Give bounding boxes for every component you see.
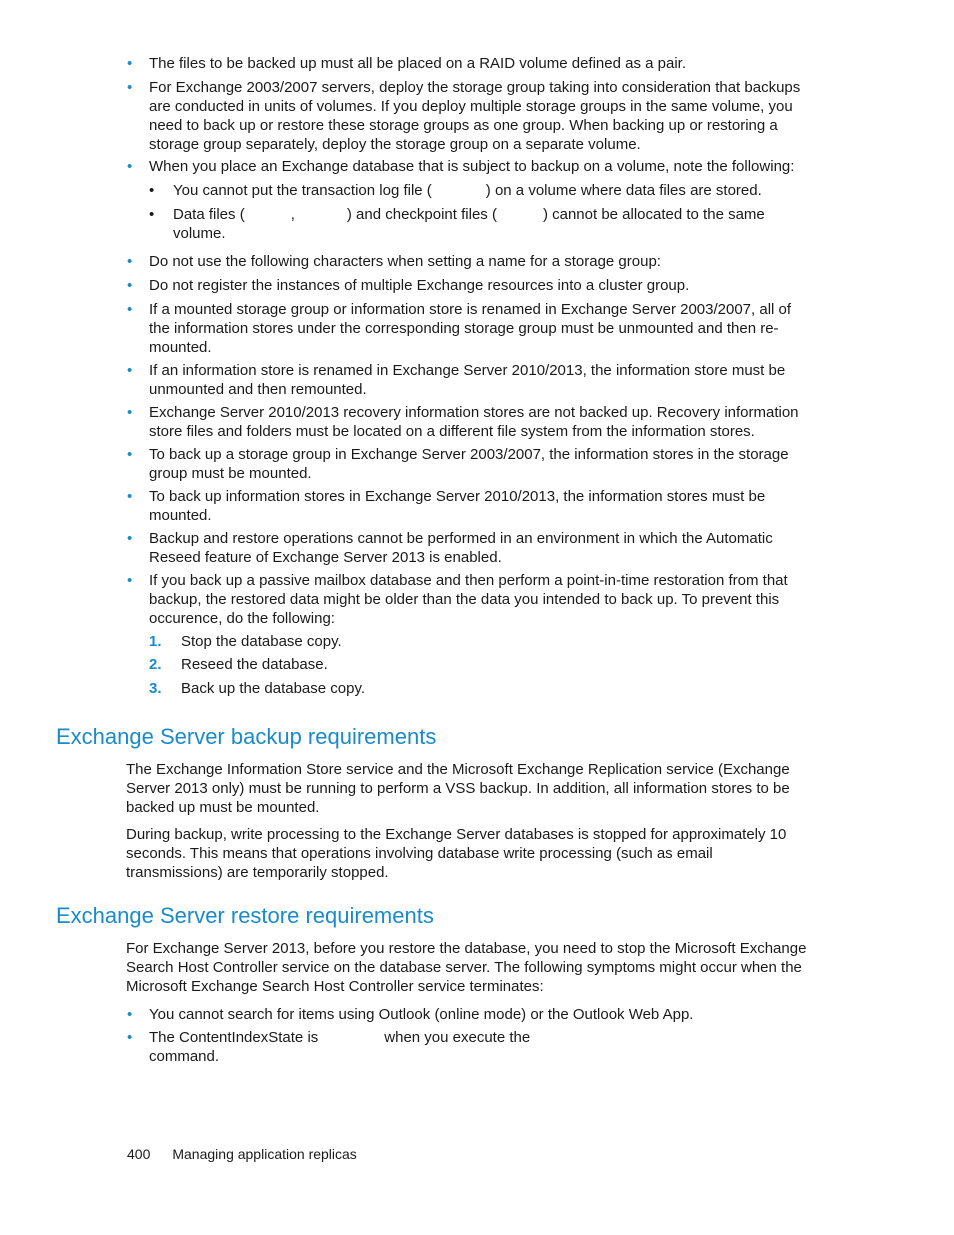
step-number: 3.	[149, 680, 162, 697]
list-item: When you place an Exchange database that is subject to backup on a volume, note the following:	[149, 158, 795, 175]
step-text: Stop the database copy.	[181, 633, 342, 650]
list-item: If a mounted storage group or information store is renamed in Exchange Server 2003/2007, all of the information stores under the corresponding storage group must be unmounted and then re-mounted.	[149, 301, 792, 356]
bullet-marker: •	[127, 446, 133, 463]
list-item: For Exchange 2003/2007 servers, deploy the storage group taking into consideration that backups are conducted in units of volumes. If you deploy multiple storage groups in the same volume, you need to back up or restore these storage groups as one group. When backing up or restoring a storage group separately, deploy the storage group on a separate volume.	[149, 79, 801, 153]
section-heading: Exchange Server restore requirements	[56, 903, 434, 928]
footer-title: Managing application replicas	[172, 1146, 357, 1162]
list-item: Backup and restore operations cannot be performed in an environment in which the Automatic Reseed feature of Exchange Server 2013 is enabled.	[149, 530, 773, 566]
list-item: If an information store is renamed in Exchange Server 2010/2013, the information store must be unmounted and then remounted.	[149, 362, 786, 398]
section-heading: Exchange Server backup requirements	[56, 724, 437, 749]
bullet-marker: •	[127, 362, 133, 379]
list-item	[149, 1028, 809, 1066]
list-item: Do not register the instances of multiple Exchange resources into a cluster group.	[149, 277, 690, 294]
list-item: To back up information stores in Exchange Server 2010/2013, the information stores must be mounted.	[149, 488, 766, 524]
bullet-marker: •	[127, 1029, 133, 1046]
list-item: You cannot search for items using Outlook (online mode) or the Outlook Web App.	[149, 1006, 694, 1023]
list-text: command.	[149, 1048, 220, 1065]
bullet-marker: •	[127, 301, 133, 318]
step-text: Back up the database copy.	[181, 680, 366, 697]
sub-text: Data files (	[173, 206, 245, 223]
page-number: 400	[127, 1146, 151, 1162]
list-item: The files to be backed up must all be placed on a RAID volume defined as a pair.	[149, 55, 686, 72]
list-text: The ContentIndexState is	[149, 1029, 319, 1046]
sub-bullet-marker: •	[149, 206, 155, 223]
bullet-marker: •	[127, 158, 133, 175]
sub-text: You cannot put the transaction log file (	[173, 182, 432, 199]
step-number: 2.	[149, 656, 162, 673]
bullet-marker: •	[127, 488, 133, 505]
list-text: when you execute the	[384, 1029, 531, 1046]
bullet-marker: •	[127, 1006, 133, 1023]
paragraph: The Exchange Information Store service and the Microsoft Exchange Replication service (Exchange Server 2013 only) must be running to perform a VSS backup. In addition, all information stores to be backed up must be mounted.	[126, 761, 790, 816]
sub-text: ,	[290, 206, 295, 223]
step-text: Reseed the database.	[181, 656, 328, 673]
sub-text: ) and checkpoint files (	[346, 206, 497, 223]
paragraph: For Exchange Server 2013, before you restore the database, you need to stop the Microsoft Exchange Search Host Controller service on the database server. The following symptoms might occur when the Microsoft Exchange Search Host Controller service terminates:	[126, 940, 807, 995]
bullet-marker: •	[127, 55, 133, 72]
bullet-marker: •	[127, 79, 133, 96]
bullet-marker: •	[127, 253, 133, 270]
paragraph: During backup, write processing to the Exchange Server databases is stopped for approximately 10 seconds. This means that operations involving database write processing (such as email transmissions) are temporarily stopped.	[126, 826, 787, 881]
sub-bullet-marker: •	[149, 182, 155, 199]
sub-text: ) on a volume where data files are stored.	[485, 182, 762, 199]
page-footer	[127, 1145, 357, 1164]
bullet-marker: •	[127, 572, 133, 589]
sub-list-item	[173, 205, 793, 243]
list-item: If you back up a passive mailbox database and then perform a point-in-time restoration from that backup, the restored data might be older than the data you intended to back up. To prevent this occurence, do the following:	[149, 572, 788, 627]
sub-text: ) cannot be allocated to the same volume.	[173, 206, 765, 242]
list-item: Exchange Server 2010/2013 recovery information stores are not backed up. Recovery information store files and folders must be located on a different file system from the information stores.	[149, 404, 799, 440]
bullet-marker: •	[127, 277, 133, 294]
bullet-marker: •	[127, 404, 133, 421]
list-item: Do not use the following characters when setting a name for a storage group:	[149, 253, 661, 270]
bullet-marker: •	[127, 530, 133, 547]
step-number: 1.	[149, 633, 162, 650]
sub-list-item	[173, 181, 793, 200]
list-item: To back up a storage group in Exchange Server 2003/2007, the information stores in the storage group must be mounted.	[149, 446, 789, 482]
